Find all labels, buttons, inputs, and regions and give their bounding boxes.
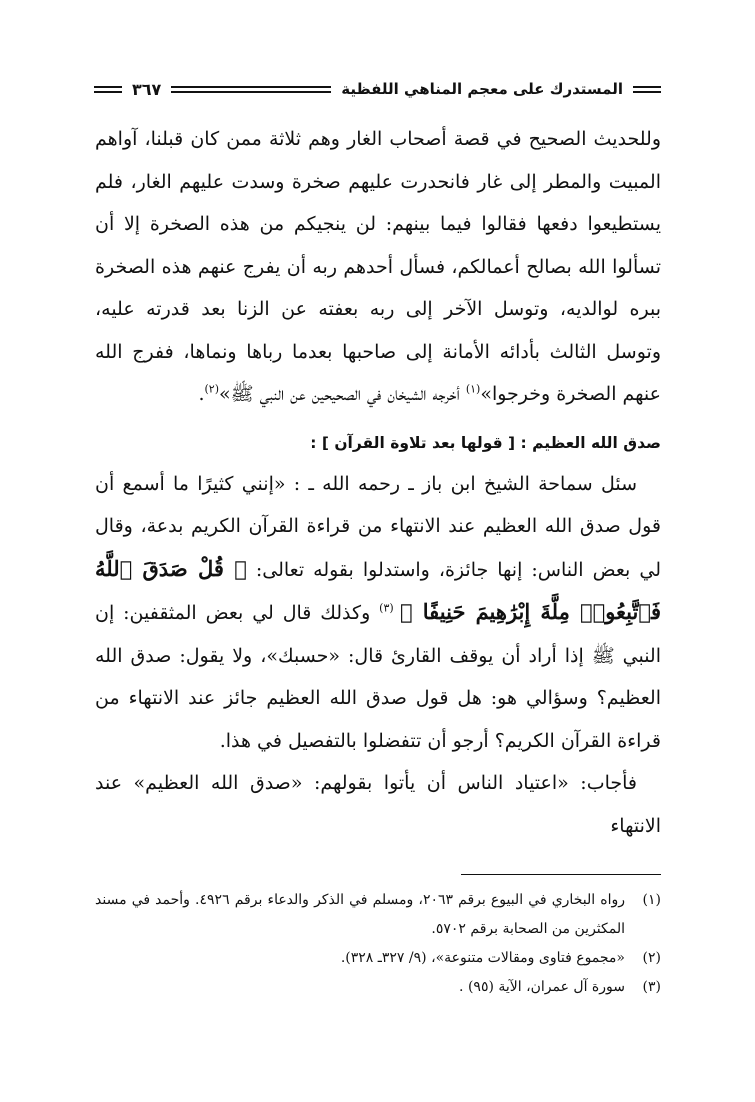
main-text xyxy=(95,118,661,847)
paragraph-cave-story: وللحديث الصحيح في قصة أصحاب الغار وهم ثلاثة ممن كان قبلنا، آواهم المبيت والمطر إلى غار فانحدرت عليهم صخرة وسدت عليهم الغار، فلم يستطيعوا دفعها فقالوا فيما بينهم: لن ينجيكم من هذه الصخرة إلا أن تسألوا الله بصالح أعمالكم، فسأل أحدهم ربه أن يفرج عنهم هذه الصخرة ببره لوالديه، وتوسل الآخر إلى ربه بعفته عن الزنا بعد قدرته عليه، وتوسل الثالث بأدائه الأمانة إلى صاحبها بعدما رباها ونماها، ففرج الله عنهم الصخرة وخرجوا»$^{(١)}$ أخرجه الشيخان في الصحيحين عن النبي ﷺ»$^{(٢)}$. xyxy=(95,128,661,405)
footnote-3: (٣) سورة آل عمران، الآية (٩٥) . xyxy=(459,979,661,995)
footnote-2: (٢) «مجموع فتاوى ومقالات متنوعة»، (٩/ ٣٢٧ـ ٣٢٨). xyxy=(340,950,661,966)
running-header xyxy=(94,74,661,104)
footnote-separator xyxy=(461,874,661,875)
footnote-1: (١) رواه البخاري في البيوع برقم ٢٠٦٣، ومسلم في الذكر والدعاء برقم ٤٩٢٦. وأحمد في مسند المكثرين من الصحابة برقم ٥٧٠٢. xyxy=(95,892,661,937)
footnotes xyxy=(95,886,661,1002)
header-rule-right xyxy=(633,86,661,93)
section-heading: صدق الله العظيم : [ قولها بعد تلاوة القرآن ] : xyxy=(310,433,661,452)
page-number: ٣٦٧ xyxy=(132,79,162,99)
paragraph-question: سئل سماحة الشيخ ابن باز ـ رحمه الله ـ : «إنني كثيرًا ما أسمع أن قول صدق الله العظيم عند الانتهاء من قراءة القرآن الكريم بدعة، وقال لي بعض الناس: إنها جائزة، واستدلوا بقوله تعالى: ﴿ قُلْ صَدَقَ ٱللَّهُ فَٱتَّبِعُوا۟ مِلَّةَ إِبْرَٰهِيمَ حَنِيفًا ﴾ $^{(٣)}$ وكذلك قال لي بعض المثقفين: إن النبي ﷺ إذا أراد أن يوقف القارئ قال: «حسبك»، ولا يقول: صدق الله العظيم؟ وسؤالي هو: هل قول صدق الله العظيم جائز عند الانتهاء من قراءة القرآن الكريم؟ أرجو أن تتفضلوا بالتفصيل في هذا. xyxy=(95,472,661,752)
header-rule-left xyxy=(94,86,122,93)
quran-verse: ﴿ قُلْ صَدَقَ ٱللَّهُ فَٱتَّبِعُوا۟ مِلَّةَ إِبْرَٰهِيمَ حَنِيفًا ﴾ xyxy=(95,555,661,624)
footnote-ref-1[interactable]: (١) xyxy=(465,382,481,396)
footnote-ref-2[interactable]: (٢) xyxy=(204,382,220,396)
paragraph-answer: فأجاب: «اعتياد الناس أن يأتوا بقولهم: «صدق الله العظيم» عند الانتهاء xyxy=(95,772,661,837)
book-title: المستدرك على معجم المناهي اللفظية xyxy=(341,80,623,98)
header-rule-middle xyxy=(171,86,331,93)
footnote-ref-3[interactable]: (٣) xyxy=(379,601,400,615)
